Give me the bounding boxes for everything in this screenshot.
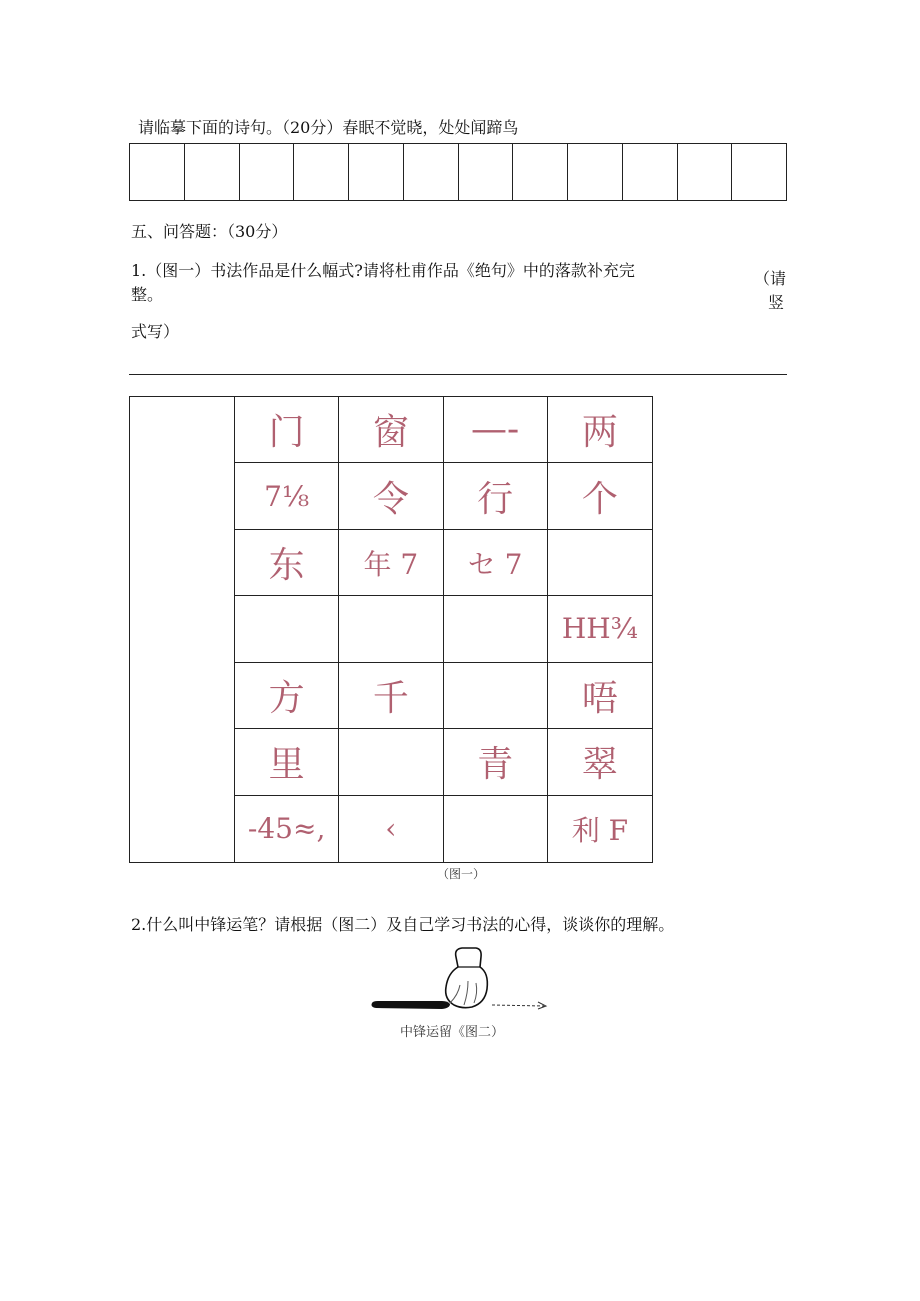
brush-hairs: [450, 981, 477, 1005]
calligraphy-cell: 里: [235, 729, 339, 795]
copy-cell[interactable]: [459, 144, 514, 200]
figure-2-caption: 中锋运留《图二）: [400, 1025, 505, 1040]
calligraphy-cell: [339, 729, 443, 795]
calligraphy-cell: 门: [235, 397, 339, 463]
calligraphy-cell: [444, 796, 548, 862]
calligraphy-cell: 利 F: [571, 813, 629, 847]
calligraphy-cell: 年 7: [339, 530, 443, 596]
copy-cell[interactable]: [568, 144, 623, 200]
calligraphy-cell: HH¾: [548, 596, 652, 662]
calligraphy-cell: [339, 596, 443, 662]
question-1-line-3: 式写）: [131, 322, 180, 341]
copy-cell[interactable]: [130, 144, 185, 200]
signature-column: [130, 397, 235, 862]
question-1-side-note-1: （请: [754, 269, 787, 288]
copy-cell[interactable]: [404, 144, 459, 200]
calligraphy-cells: [235, 397, 652, 862]
brush-stroke-illustration: [368, 945, 558, 1017]
question-1-side-note-2: 竖: [768, 293, 785, 312]
copy-cell[interactable]: [294, 144, 349, 200]
figure-1-caption: （图一）: [437, 867, 486, 881]
calligraphy-cell: —-: [444, 397, 548, 463]
calligraphy-cell: 7⅛: [235, 463, 339, 529]
copy-prompt: 请临摹下面的诗句。（20分）春眠不觉晓，处处闻蹄鸟: [138, 118, 519, 137]
calligraphy-cell: 两: [548, 397, 652, 463]
calligraphy-cell: 方: [235, 663, 339, 729]
calligraphy-cell: [548, 530, 652, 596]
calligraphy-cell: 令: [339, 463, 443, 529]
question-1-line-1: 1.（图一）书法作品是什么幅式?请将杜甫作品《绝句》中的落款补充完: [131, 261, 635, 280]
brush-icon: [446, 948, 488, 1008]
calligraphy-cell: セ 7: [444, 530, 548, 596]
question-2: 2.什么叫中锋运笔？请根据（图二）及自己学习书法的心得，谈谈你的理解。: [131, 915, 675, 934]
copy-grid: [129, 143, 787, 201]
figure-1-calligraphy-grid: [129, 396, 653, 863]
section-heading: 五、问答题：（30分）: [131, 222, 288, 241]
copy-cell[interactable]: [185, 144, 240, 200]
copy-cell[interactable]: [732, 144, 786, 200]
calligraphy-cell: 青: [444, 729, 548, 795]
calligraphy-cell: -45≈,: [235, 796, 339, 862]
calligraphy-cell: [444, 663, 548, 729]
calligraphy-cell: 东: [235, 530, 339, 596]
calligraphy-cell: 行: [444, 463, 548, 529]
copy-cell[interactable]: [240, 144, 295, 200]
calligraphy-cell: 唔: [548, 663, 652, 729]
calligraphy-cell: ‹: [339, 796, 443, 862]
copy-cell[interactable]: [349, 144, 404, 200]
copy-cell[interactable]: [513, 144, 568, 200]
ink-stroke: [372, 1001, 451, 1009]
direction-arrow: [492, 1005, 544, 1006]
calligraphy-cell: 窗: [339, 397, 443, 463]
calligraphy-cell: [444, 596, 548, 662]
calligraphy-cell: [235, 596, 339, 662]
calligraphy-cell: 翠: [548, 729, 652, 795]
answer-line: [129, 374, 787, 375]
copy-cell[interactable]: [623, 144, 678, 200]
calligraphy-cell: 千: [339, 663, 443, 729]
copy-cell[interactable]: [678, 144, 733, 200]
question-1-line-2: 整。: [131, 285, 164, 304]
figure-2: [368, 945, 558, 1021]
calligraphy-cell: 个: [548, 463, 652, 529]
